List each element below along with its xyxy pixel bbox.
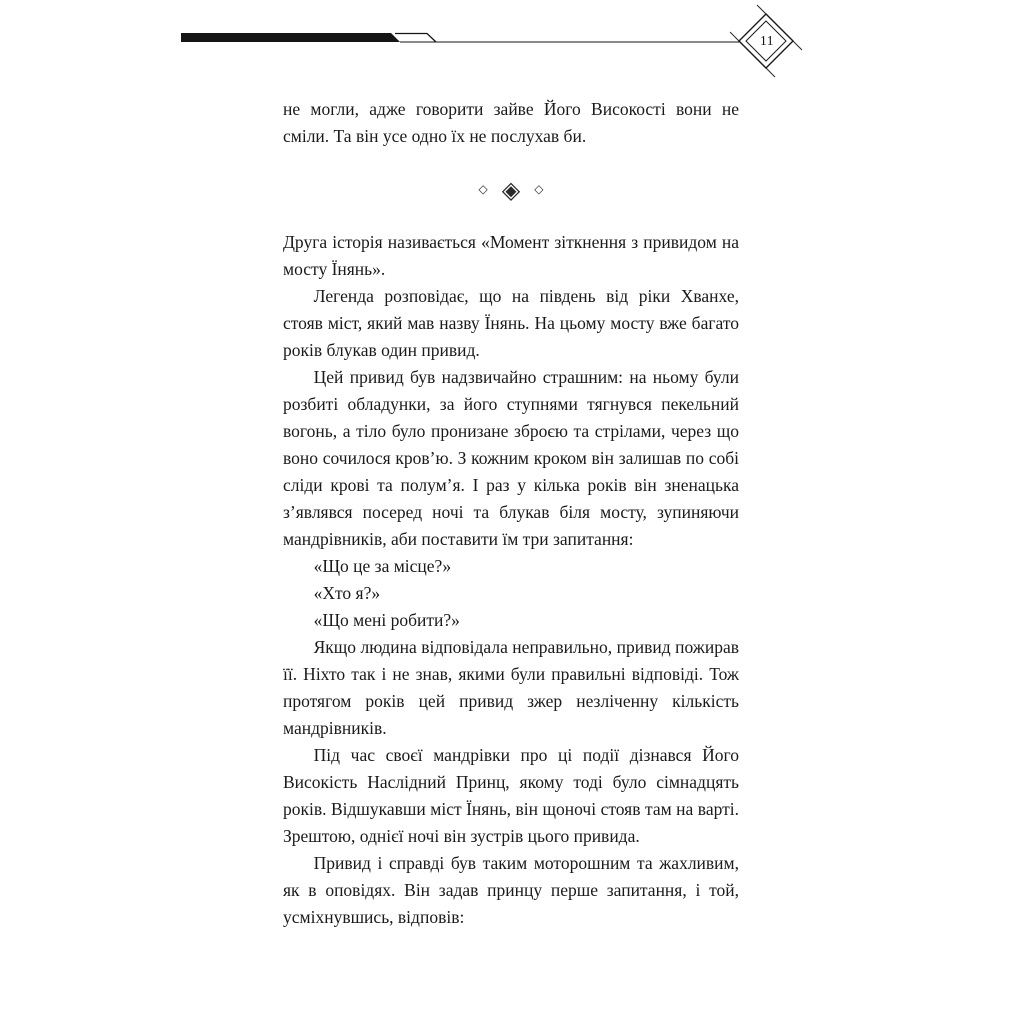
paragraph: Якщо людина відповідала неправильно, привид пожирав її. Ніхто так і не знав, якими були правильні відповіді. Тож протягом років цей привид зжер незліченну кількість мандрівників.: [283, 637, 739, 738]
paragraph: Привид і справді був таким моторошним та жахливим, як в оповідях. Він задав принцу перше запитання, і той, усміхнувшись, відповів:: [283, 853, 739, 927]
paragraph-question: «Що це за місце?»: [313, 556, 452, 576]
paragraph: Друга історія називається «Момент зіткнення з привидом на мосту Їнянь».: [283, 232, 739, 279]
header-ornament: [0, 0, 1024, 90]
paragraph-question: «Що мені робити?»: [313, 610, 460, 630]
divider-diamond-small-left: ◇: [478, 182, 488, 196]
paragraph: не могли, адже говорити зайве Його Високості вони не сміли. Та він усе одно їх не послухав би.: [283, 99, 739, 146]
paragraph-question: «Хто я?»: [313, 583, 381, 603]
divider-diamond-large: ◈: [501, 178, 521, 204]
paragraph: Цей привид був надзвичайно страшним: на ньому були розбиті обладунки, за його ступнями тягнувся пекельний вогонь, а тіло було пронизане зброєю та стрілами, через що воно сочилося кров’ю. З кожним кроком він залишав по собі сліди крові та полум’я. І раз у кілька років він зненацька з’являвся посеред ночі та блукав біля мосту, зупиняючи мандрівників, аби поставити їм три запитання:: [283, 367, 739, 549]
header-thick-rule: [181, 33, 400, 42]
header-angle-line: [395, 34, 436, 43]
divider-diamond-small-right: ◇: [534, 182, 544, 196]
page-number: 11: [760, 33, 774, 48]
paragraph: Під час своєї мандрівки про ці події дізнався Його Високість Наслідний Принц, якому тоді було сімнадцять років. Відшукавши міст Їнянь, він щоночі стояв там на варті. Зрештою, однієї ночі він зустрів цього привида.: [283, 745, 739, 846]
section-divider: [283, 176, 739, 205]
paragraph: Легенда розповідає, що на південь від ріки Хванхе, стояв міст, який мав назву Їнянь. На цьому мосту вже багато років блукав один привид.: [283, 286, 739, 360]
header-rule-svg: [0, 0, 1024, 90]
page-text-column: [283, 96, 739, 931]
